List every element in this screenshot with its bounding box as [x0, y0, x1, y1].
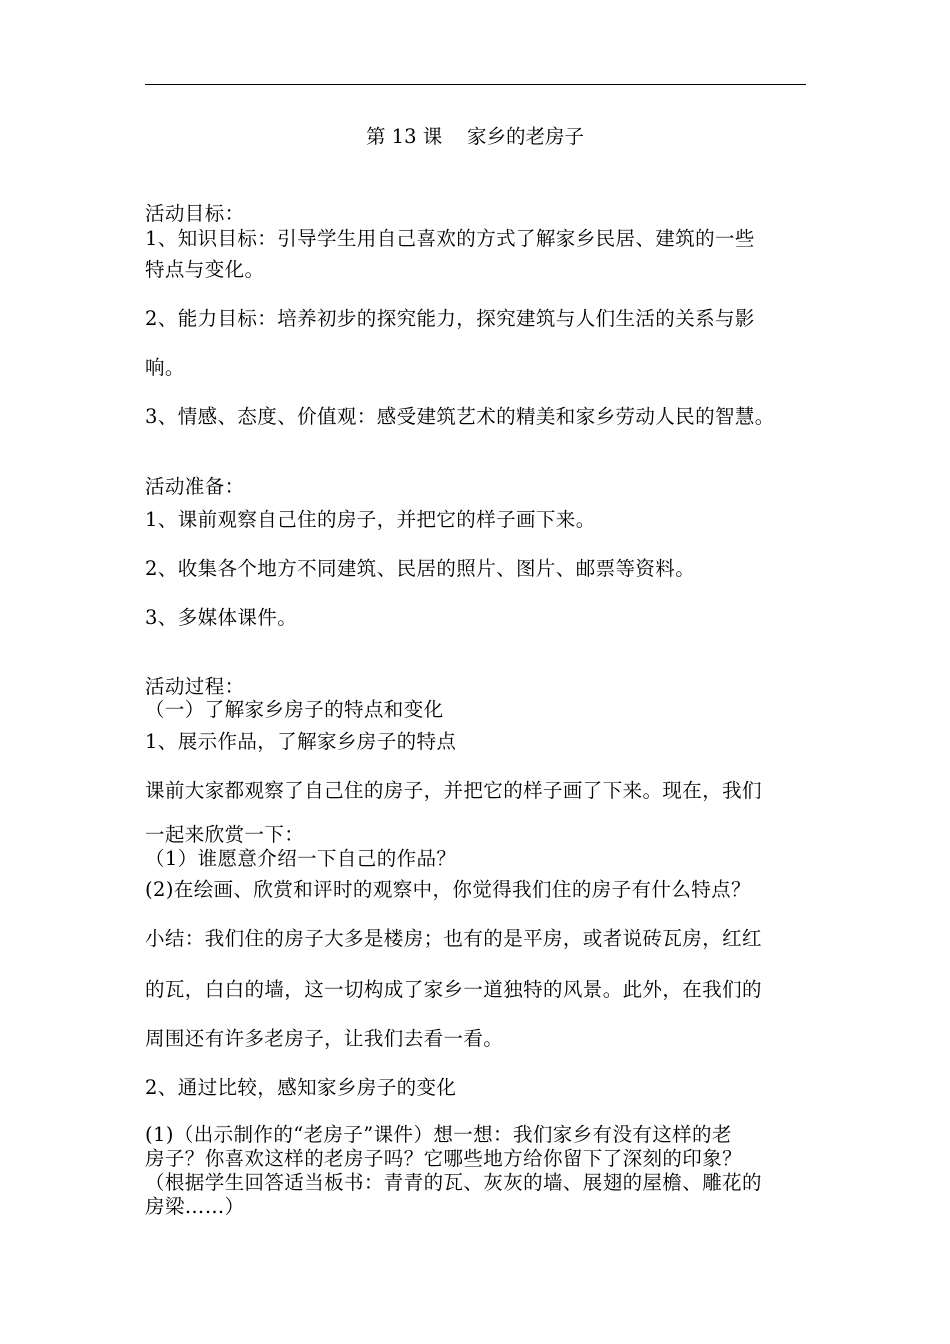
section-heading-process: 活动过程： — [145, 675, 245, 698]
text-line: 房梁……） — [145, 1195, 245, 1218]
text-line: (2)在绘画、欣赏和评时的观察中，你觉得我们住的房子有什么特点？ — [145, 878, 751, 901]
text-line: 一起来欣赏一下： — [145, 823, 305, 846]
text-line: （根据学生回答适当板书：青青的瓦、灰灰的墙、展翅的屋檐、雕花的 — [145, 1171, 762, 1194]
text-line: 2、能力目标：培养初步的探究能力，探究建筑与人们生活的关系与影 — [145, 307, 755, 330]
text-line: 1、课前观察自己住的房子，并把它的样子画下来。 — [145, 508, 596, 531]
text-line: 的瓦，白白的墙，这一切构成了家乡一道独特的风景。此外，在我们的 — [145, 978, 762, 1001]
text-line: 3、多媒体课件。 — [145, 606, 298, 629]
text-line: 3、情感、态度、价值观：感受建筑艺术的精美和家乡劳动人民的智慧。 — [145, 405, 775, 428]
text-line: 1、知识目标：引导学生用自己喜欢的方式了解家乡民居、建筑的一些 — [145, 227, 755, 250]
text-line: (1)（出示制作的“老房子”课件）想一想：我们家乡有没有这样的老 — [145, 1123, 732, 1146]
section-heading-preparation: 活动准备： — [145, 475, 245, 498]
text-line: 特点与变化。 — [145, 258, 265, 281]
text-line: （1）谁愿意介绍一下自己的作品？ — [145, 847, 457, 870]
text-line: 周围还有许多老房子，让我们去看一看。 — [145, 1027, 504, 1050]
section-heading-goals: 活动目标： — [145, 202, 245, 225]
lesson-title: 第 13 课 家乡的老房子 — [365, 125, 584, 148]
text-line: 课前大家都观察了自己住的房子，并把它的样子画了下来。现在，我们 — [145, 779, 762, 802]
text-line: 小结：我们住的房子大多是楼房；也有的是平房，或者说砖瓦房，红红 — [145, 927, 762, 950]
header-rule — [145, 84, 806, 85]
text-line: 响。 — [145, 356, 185, 379]
text-line: 1、展示作品，了解家乡房子的特点 — [145, 730, 457, 753]
text-line: 2、收集各个地方不同建筑、民居的照片、图片、邮票等资料。 — [145, 557, 696, 580]
text-line: 房子？你喜欢这样的老房子吗？它哪些地方给你留下了深刻的印象？ — [145, 1147, 743, 1170]
text-line: 2、通过比较，感知家乡房子的变化 — [145, 1076, 457, 1099]
text-line: （一）了解家乡房子的特点和变化 — [145, 698, 444, 721]
